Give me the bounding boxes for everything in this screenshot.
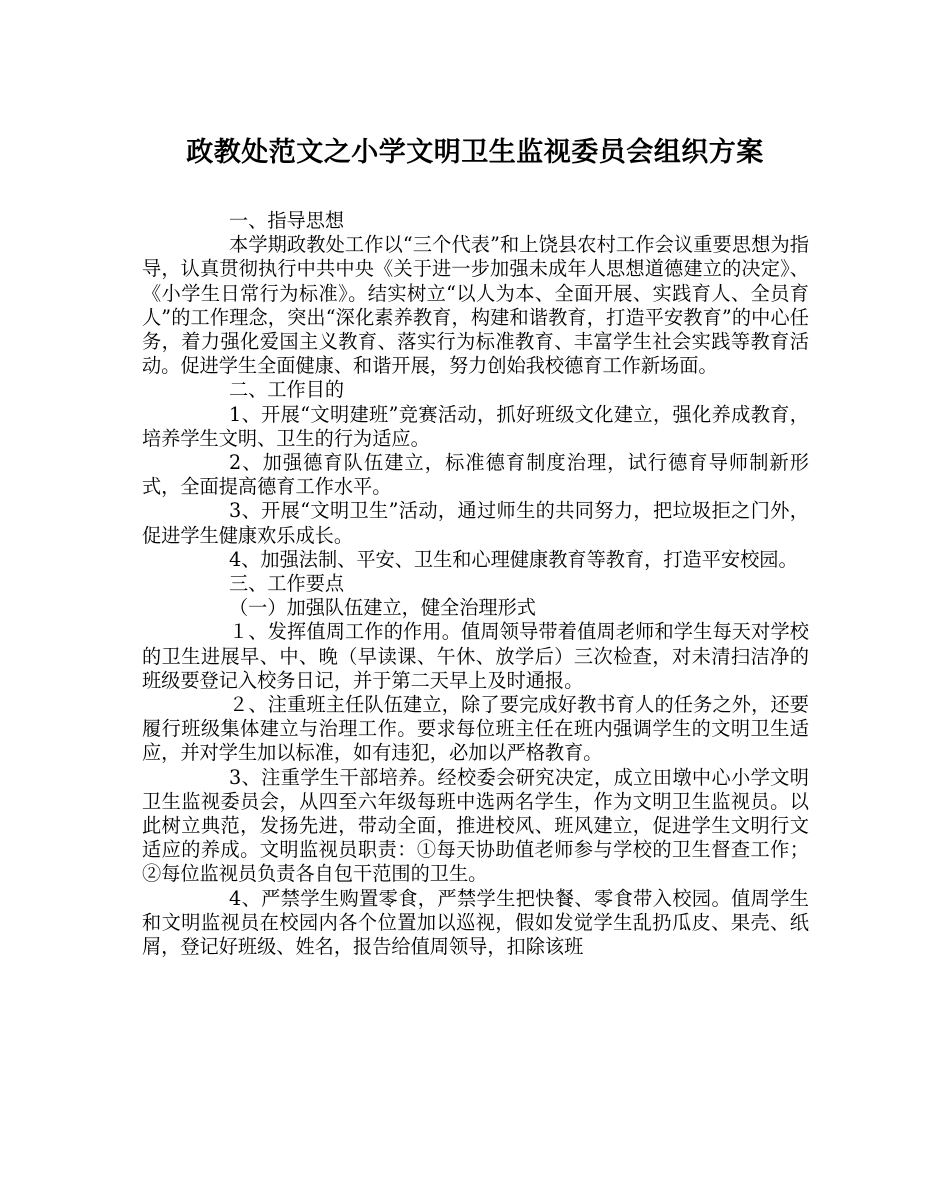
section-heading: 三、工作要点 [229, 572, 345, 596]
subsection-heading: （一）加强队伍建立，健全治理形式 [229, 596, 536, 620]
document-body [142, 209, 809, 959]
body-paragraph: １、发挥值周工作的作用。值周领导带着值周老师和学生每天对学校的卫生进展早、中、晚（早读课、午休、放学后）三次检查，对未清扫洁净的班级要登记入校务日记，并于第二天早上及时通报。 [142, 620, 809, 692]
section-heading: 二、工作目的 [229, 378, 345, 402]
body-paragraph: 本学期政教处工作以“三个代表”和上饶县农村工作会议重要思想为指导，认真贯彻执行中共中央《关于进一步加强未成年人思想道德建立的决定》、《小学生日常行为标准》。结实树立“以人为本、全面开展、实践育人、全员育人”的工作理念，突出“深化素养教育，构建和谐教育，打造平安教育”的中心任务，着力强化爱国主义教育、落实行为标准教育、丰富学生社会实践等教育活动。促进学生全面健康、和谐开展，努力创始我校德育工作新场面。 [142, 233, 809, 378]
body-paragraph: 3、开展“文明卫生”活动，通过师生的共同努力，把垃圾拒之门外，促进学生健康欢乐成长。 [142, 499, 809, 547]
section-heading: 一、指导思想 [229, 209, 345, 232]
document-title: 政教处范文之小学文明卫生监视委员会组织方案 [186, 137, 764, 168]
body-paragraph: 2、加强德育队伍建立，标准德育制度治理，试行德育导师制新形式，全面提高德育工作水平。 [142, 451, 809, 499]
body-paragraph: 1、开展“文明建班”竞赛活动，抓好班级文化建立，强化养成教育，培养学生文明、卫生的行为适应。 [142, 402, 809, 450]
body-paragraph: 3、注重学生干部培养。经校委会研究决定，成立田墩中心小学文明卫生监视委员会，从四至六年级每班中选两名学生，作为文明卫生监视员。以此树立典范，发扬先进，带动全面，推进校风、班风建立，促进学生文明行文适应的养成。文明监视员职责：①每天协助值老师参与学校的卫生督查工作；②每位监视员负责各自包干范围的卫生。 [142, 765, 809, 886]
body-paragraph: ２、注重班主任队伍建立，除了要完成好教书育人的任务之外，还要履行班级集体建立与治理工作。要求每位班主任在班内强调学生的文明卫生适应，并对学生加以标准，如有违犯，必加以严格教育。 [142, 693, 809, 765]
body-paragraph: 4、加强法制、平安、卫生和心理健康教育等教育，打造平安校园。 [229, 547, 798, 571]
body-paragraph: 4、严禁学生购置零食，严禁学生把快餐、零食带入校园。值周学生和文明监视员在校园内各个位置加以巡视，假如发觉学生乱扔瓜皮、果壳、纸屑，登记好班级、姓名，报告给值周领导，扣除该班 [142, 886, 809, 959]
